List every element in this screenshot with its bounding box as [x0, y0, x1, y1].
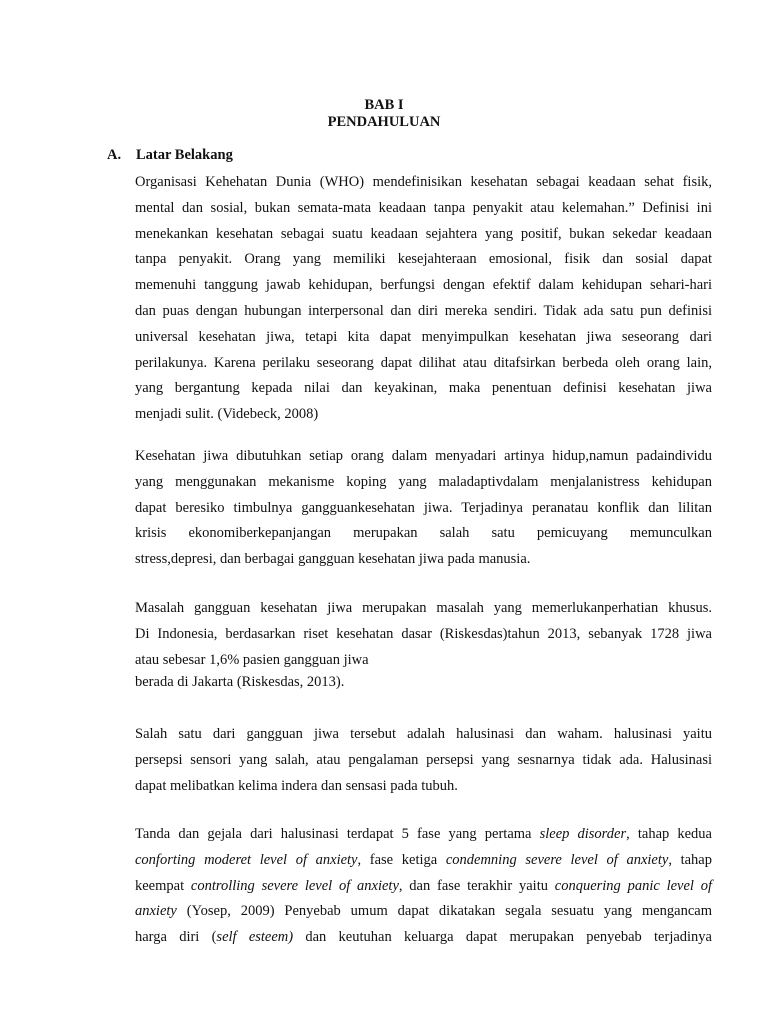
- paragraph-line: Salah satu dari gangguan jiwa tersebut adalah halusinasi dan waham. halusinasi yaitu: [135, 726, 712, 742]
- paragraph-line: dapat melibatkan kelima indera dan sensasi pada tubuh.: [135, 777, 458, 794]
- paragraph-line: dan puas dengan hubungan interpersonal dan diri mereka sendiri. Tidak ada satu pun definisi: [135, 302, 712, 319]
- paragraph-line: berada di Jakarta (Riskesdas, 2013).: [135, 674, 345, 691]
- paragraph-line: persepsi sensori yang salah, atau pengalaman persepsi yang sesnarnya tidak ada. Halusinasi: [135, 751, 712, 768]
- paragraph-line: krisis ekonomiberkepanjangan merupakan salah satu pemicuyang memunculkan: [135, 525, 712, 542]
- paragraph-line: [135, 848, 712, 874]
- section-heading: [107, 147, 233, 164]
- paragraph-line: [135, 874, 712, 900]
- text-run: , tahap kedua: [626, 826, 712, 842]
- paragraph-hallucination-phases: [135, 822, 712, 951]
- text-run: , fase ketiga: [357, 851, 446, 868]
- paragraph-line: Masalah gangguan kesehatan jiwa merupakan masalah yang memerlukanperhatian khusus.: [135, 600, 712, 616]
- paragraph-mental-health-need: [135, 444, 712, 573]
- paragraph-hallucination: [135, 722, 712, 799]
- section-number: A.: [107, 147, 122, 163]
- text-run: harga diri (: [135, 929, 217, 946]
- paragraph-line: menjadi sulit. (Videbeck, 2008): [135, 406, 319, 423]
- italic-term: controlling severe level of anxiety: [190, 877, 399, 894]
- paragraph-line: yang bergantung kepada nilai dan keyakinan, maka penentuan definisi kesehatan jiwa: [135, 380, 712, 397]
- italic-term: conquering panic level of: [554, 877, 712, 894]
- paragraph-line: tanpa penyakit. Orang yang memiliki kesejahteraan emosional, fisik dan sosial dapat: [135, 251, 712, 268]
- text-run: Tanda dan gejala dari halusinasi terdapat 5 fase yang pertama: [135, 826, 540, 842]
- paragraph-line: menekankan kesehatan sebagai suatu keadaan sejahtera yang positif, bukan sekedar keadaan: [135, 225, 712, 242]
- text-run: , dan fase terakhir yaitu: [398, 877, 555, 894]
- paragraph-line: [135, 925, 712, 951]
- paragraph-line: stress,depresi, dan berbagai gangguan kesehatan jiwa pada manusia.: [135, 551, 531, 568]
- paragraph-line: memenuhi tanggung jawab kehidupan, berfungsi dengan efektif dalam kehidupan sehari-hari: [135, 277, 712, 294]
- chapter-title: PENDAHULUAN: [327, 114, 441, 130]
- paragraph-line: [135, 822, 712, 848]
- paragraph-line: Kesehatan jiwa dibutuhkan setiap orang dalam menyadari artinya hidup,namun padaindividu: [135, 448, 712, 464]
- text-run: , tahap: [668, 851, 712, 868]
- italic-term: sleep disorder: [539, 826, 627, 842]
- text-run: dan keutuhan keluarga dapat merupakan penyebab terjadinya: [293, 929, 712, 946]
- text-run: keempat: [135, 877, 191, 894]
- paragraph-line: dapat beresiko timbulnya gangguankesehatan jiwa. Terjadinya peranatau konflik dan lilitan: [135, 499, 712, 516]
- paragraph-line: mental dan sosial, bukan semata-mata keadaan tanpa penyakit atau kelemahan.” Definisi ini: [135, 199, 712, 216]
- paragraph-line: yang menggunakan mekanisme koping yang maladaptivdalam menjalanistress kehidupan: [135, 473, 712, 490]
- section-title: Latar Belakang: [136, 147, 233, 163]
- paragraph-line: universal kesehatan jiwa, tetapi kita dapat menyimpulkan kesehatan jiwa seseorang dari: [135, 328, 712, 345]
- paragraph-line: Di Indonesia, berdasarkan riset kesehatan dasar (Riskesdas)tahun 2013, sebanyak 1728 jiwa: [135, 625, 712, 642]
- paragraph-line: [135, 899, 712, 925]
- italic-term: self esteem): [216, 929, 294, 946]
- italic-term: condemning severe level of anxiety: [445, 851, 669, 868]
- paragraph-line: Organisasi Kehehatan Dunia (WHO) mendefinisikan kesehatan sebagai keadaan sehat fisik,: [135, 174, 712, 190]
- italic-term: anxiety: [135, 903, 177, 920]
- paragraph-who-definition: [135, 170, 712, 428]
- paragraph-line: perilakunya. Karena perilaku seseorang dapat dilihat atau ditafsirkan berbeda oleh orang lain,: [135, 354, 712, 371]
- chapter-number: BAB I: [364, 97, 404, 113]
- italic-term: conforting moderet level of anxiety: [135, 851, 358, 868]
- paragraph-indonesia-statistics: [135, 596, 712, 696]
- text-run: (Yosep, 2009) Penyebab umum dapat dikatakan segala sesuatu yang mengancam: [176, 903, 712, 920]
- paragraph-line: atau sebesar 1,6% pasien gangguan jiwa: [135, 651, 369, 668]
